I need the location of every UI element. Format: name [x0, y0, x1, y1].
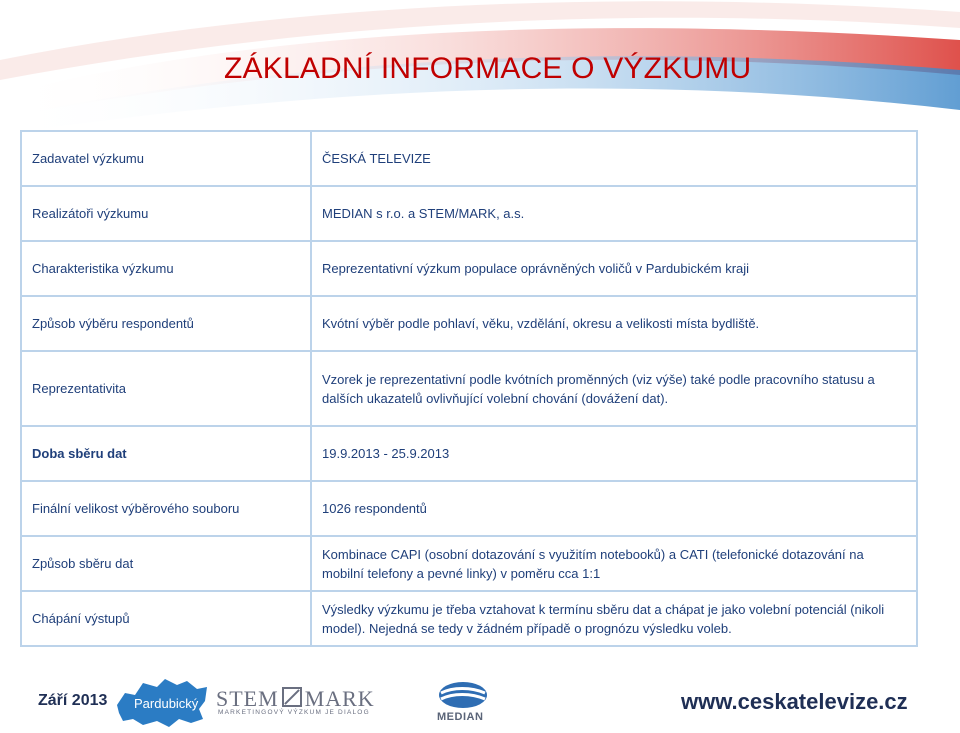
stem-logo-right: MARK [304, 686, 375, 711]
row-value: Reprezentativní výzkum populace oprávněných voličů v Pardubickém kraji [311, 241, 917, 296]
median-logo-text: MEDIAN [437, 711, 484, 723]
row-value: Kombinace CAPI (osobní dotazování s využitím notebooků) a CATI (telefonické dotazování na mobilní telefony a pevné linky) v poměru cca 1:1 [311, 536, 917, 591]
table-row [21, 351, 917, 426]
table-row [21, 426, 917, 481]
research-info-table [20, 130, 918, 647]
table-row [21, 296, 917, 351]
row-label: Charakteristika výzkumu [21, 241, 311, 296]
row-label: Finální velikost výběrového souboru [21, 481, 311, 536]
row-value: 19.9.2013 - 25.9.2013 [311, 426, 917, 481]
row-label: Způsob sběru dat [21, 536, 311, 591]
table-row [21, 536, 917, 591]
region-label: Pardubický [134, 696, 199, 711]
table-row [21, 131, 917, 186]
stem-logo-box-icon [282, 687, 302, 707]
row-value: Kvótní výběr podle pohlaví, věku, vzdělání, okresu a velikosti místa bydliště. [311, 296, 917, 351]
row-label: Chápání výstupů [21, 591, 311, 646]
table-row [21, 481, 917, 536]
row-label: Doba sběru dat [21, 426, 311, 481]
table-row [21, 591, 917, 646]
row-value: MEDIAN s r.o. a STEM/MARK, a.s. [311, 186, 917, 241]
footer [0, 665, 960, 733]
row-value: ČESKÁ TELEVIZE [311, 131, 917, 186]
row-label: Reprezentativita [21, 351, 311, 426]
stem-logo-left: STEM [216, 686, 279, 711]
table-row [21, 241, 917, 296]
row-label: Zadavatel výzkumu [21, 131, 311, 186]
median-logo-icon [437, 681, 489, 709]
row-value: Výsledky výzkumu je třeba vztahovat k termínu sběru dat a chápat je jako volební potenciál (nikoli model). Nejedná se tedy v žádném případě o prognózu výsledku voleb. [311, 591, 917, 646]
row-value: 1026 respondentů [311, 481, 917, 536]
stem-mark-subtitle: MARKETINGOVÝ VÝZKUM JE DIALOG [218, 709, 370, 716]
row-value: Vzorek je reprezentativní podle kvótních proměnných (viz výše) také podle pracovního statusu a dalších ukazatelů ovlivňující volební chování (dovážení dat). [311, 351, 917, 426]
table-row [21, 186, 917, 241]
page-title: ZÁKLADNÍ INFORMACE O VÝZKUMU [224, 52, 752, 85]
footer-date: Září 2013 [38, 692, 108, 709]
row-label: Způsob výběru respondentů [21, 296, 311, 351]
footer-url-link[interactable]: www.ceskatelevize.cz [681, 689, 908, 714]
row-label: Realizátoři výzkumu [21, 186, 311, 241]
